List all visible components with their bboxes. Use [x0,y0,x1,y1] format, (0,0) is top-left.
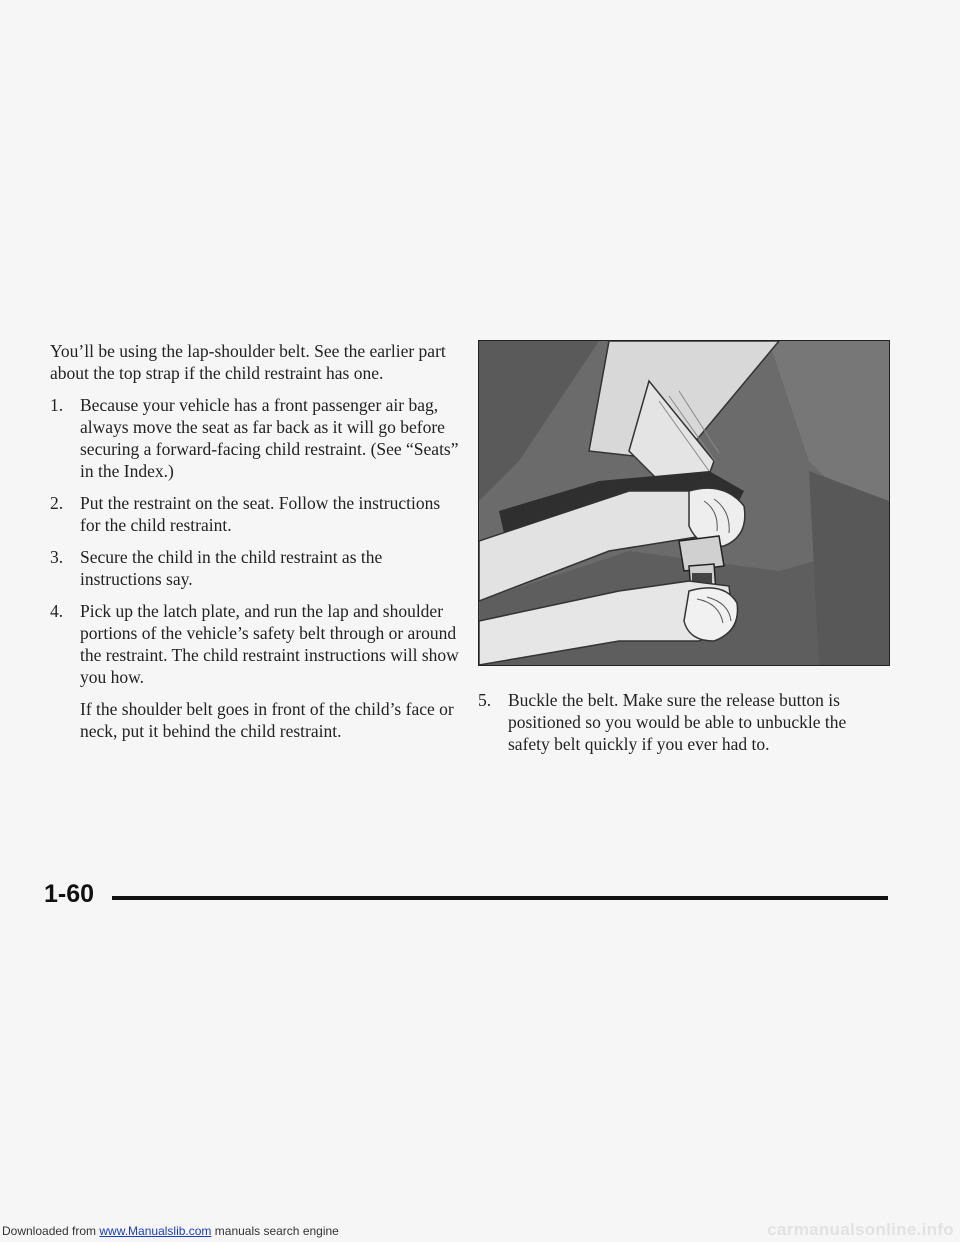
step-text: Because your vehicle has a front passenger air bag, always move the seat as far back as it will go before securing a forward-facing child restraint. (See “Seats” in the Index.) [80,395,459,481]
step-number: 2. [50,493,64,513]
list-item [50,492,460,536]
right-column [478,689,888,755]
list-item [478,689,888,755]
list-item [50,394,460,482]
page-footer [44,880,888,910]
watermark: carmanualsonline.info [767,1220,954,1239]
step-text: Buckle the belt. Make sure the release button is positioned so you would be able to unbuckle the safety belt quickly if you ever had to. [508,690,847,754]
intro-paragraph: You’ll be using the lap-shoulder belt. See the earlier part about the top strap if the child restraint has one. [50,341,446,383]
download-source-line [2,1224,339,1238]
list-item [50,600,460,742]
footer-rule [112,896,888,900]
step-text: Put the restraint on the seat. Follow the instructions for the child restraint. [80,493,441,535]
step-text: Pick up the latch plate, and run the lap and shoulder portions of the vehicle’s safety belt through or around the restraint. The child restraint instructions will show you how. [80,601,459,687]
step-number: 5. [478,690,492,710]
step-followup-text: If the shoulder belt goes in front of the child’s face or neck, put it behind the child restraint. [80,699,454,741]
step-number: 4. [50,601,64,621]
left-column [50,340,460,752]
step-number: 1. [50,395,64,415]
download-suffix: manuals search engine [211,1224,339,1238]
page-number: 1-60 [44,880,95,908]
download-prefix: Downloaded from [2,1224,100,1238]
instruction-list-continued [478,689,888,755]
buckle-illustration-drawing [479,341,889,665]
buckle-illustration [478,340,890,666]
step-number: 3. [50,547,64,567]
list-item [50,546,460,590]
step-text: Secure the child in the child restraint as the instructions say. [80,547,383,589]
instruction-list [50,394,460,742]
manualslib-link[interactable]: www.Manualslib.com [99,1224,212,1238]
